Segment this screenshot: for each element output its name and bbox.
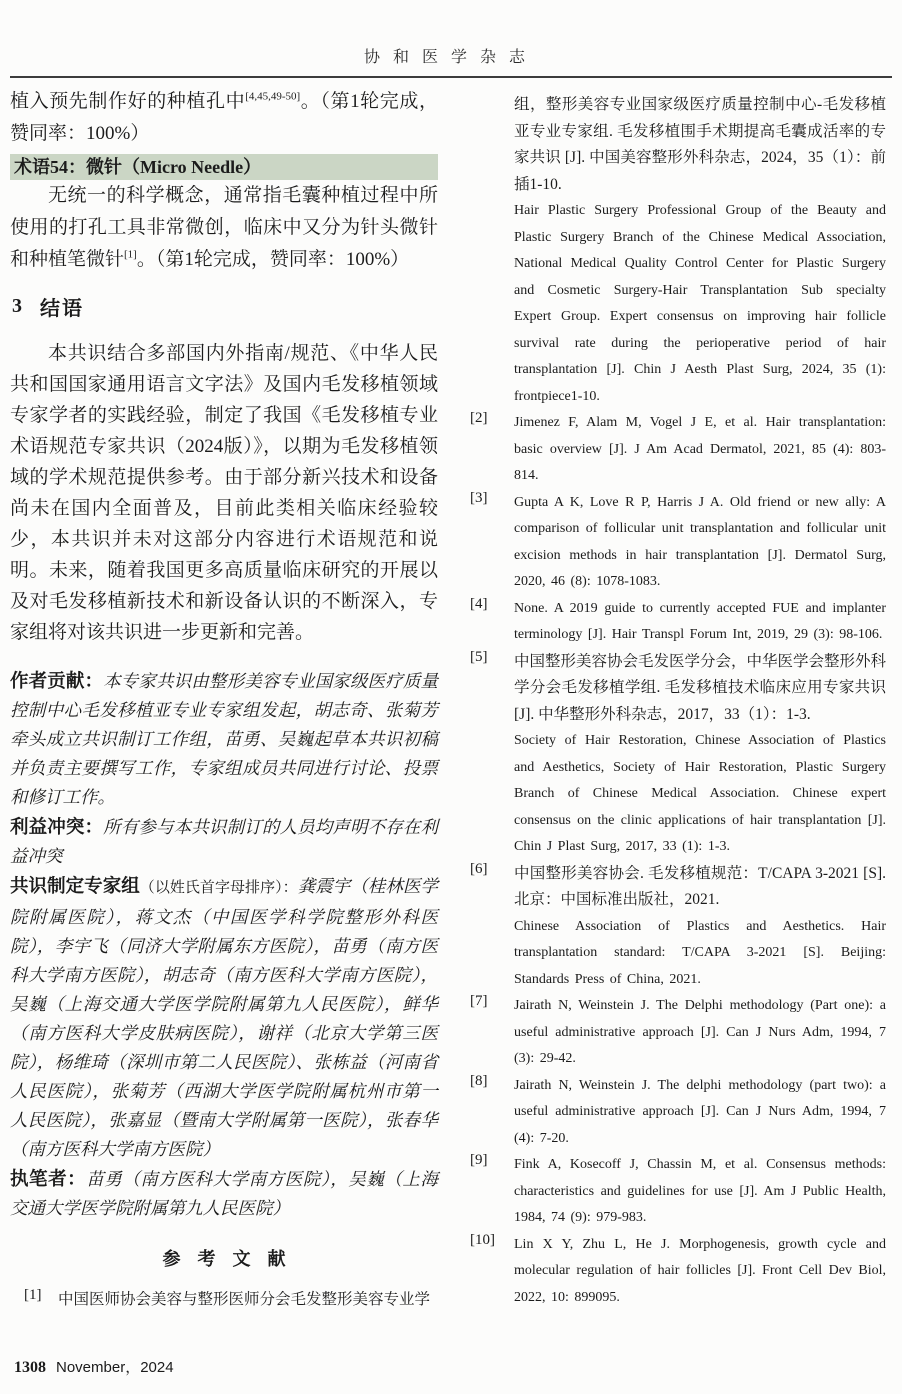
issue-date: November，2024 [56, 1359, 174, 1376]
reference-text-en: Jairath N, Weinstein J. The delphi methodology (part two): a useful administrative approach [J]. Can J Nurs Adm, 1994, 7 (4): 7-20. [514, 1077, 886, 1146]
reference-text-en: Fink A, Kosecoff J, Chassin M, et al. Consensus methods: characteristics and guidelines for use [J]. Am J Public Health, 1984, 74 (9): 979-983. [514, 1157, 886, 1225]
reference-item-5 [462, 649, 886, 861]
journal-header-title: 协和医学杂志 [363, 49, 538, 66]
reference-text-en: Lin X Y, Zhu L, He J. Morphogenesis, growth cycle and molecular regulation of hair follicles [J]. Front Cell Dev Biol, 2022, 10: 899095. [514, 1236, 886, 1305]
author-contribution-text: 本专家共识由整形美容专业国家级医疗质量控制中心毛发移植亚专业专家组发起，胡志奇、张菊芳牵头成立共识制订工作组，苗勇、吴巍起草本共识初稿并负责主要撰写工作，专家组成员共同进行讨论、投票和修订工作。 [10, 671, 438, 807]
reference-number: [8] [470, 1072, 488, 1089]
term-54-definition [10, 180, 438, 276]
reference-item-9 [462, 1152, 886, 1232]
reference-text-en: Jairath N, Weinstein J. The Delphi methodology (Part one): a useful administrative approach [J]. Can J Nurs Adm, 1994, 7 (3): 29-42. [514, 998, 886, 1066]
continued-paragraph [10, 86, 438, 150]
conflict-of-interest-note [10, 812, 438, 871]
left-column [10, 86, 438, 1314]
reference-text-zh: 组，整形美容专业国家级医疗质量控制中心-毛发移植亚专业专家组. 毛发移植围手术期提高毛囊成活率的专家共识 [J]. 中国美容整形外科杂志，2024，35（1）：前插1-10. [514, 96, 886, 193]
reference-item-8 [462, 1073, 886, 1153]
continued-paragraph-text: 植入预先制作好的种植孔中 [10, 91, 246, 112]
conflict-of-interest-label: 利益冲突： [10, 816, 104, 837]
reference-text-en: Jimenez F, Alam M, Vogel J E, et al. Hair transplantation: basic overview [J]. J Am Acad Dermatol, 2021, 85 (4): 803-814. [514, 415, 886, 483]
citation-superscript: [1] [124, 248, 137, 261]
reference-number: [2] [470, 410, 488, 426]
author-contribution-label: 作者贡献： [10, 670, 104, 691]
article-notes [10, 666, 438, 1223]
reference-item-4 [462, 596, 886, 649]
term-definition-tail: 。（第1轮完成，赞同率：100%） [136, 249, 410, 270]
conclusion-paragraph: 本共识结合多部国内外指南/规范、《中华人民共和国国家通用语言文字法》及国内毛发移植领域专家学者的实践经验，制定了我国《毛发移植专业术语规范专家共识（2024版）》，以期为毛发移植领域的学术规范提供参考。由于部分新兴技术和设备尚未在国内全面普及，目前此类相关临床经验较少，本共识并未对这部分内容进行术语规范和说明。未来，随着我国更多高质量临床研究的开展以及对毛发移植新技术和新设备认识的不断深入，专家组将对该共识进一步更新和完善。 [10, 343, 438, 643]
reference-number: [9] [470, 1152, 488, 1168]
term-definition-text: 无统一的科学概念，通常指毛囊种植过程中所使用的打孔工具非常微创，临床中又分为针头微针和种植笔微针 [10, 185, 438, 270]
reference-text-zh: 中国整形美容协会毛发医学分会，中华医学会整形外科学分会毛发移植学组. 毛发移植技术临床应用专家共识 [J]. 中华整形外科杂志，2017，33（1）：1-3. [514, 652, 887, 723]
reference-text-en: None. A 2019 guide to currently accepted FUE and implanter terminology [J]. Hair Transpl Forum Int, 2019, 29 (3): 98-106. [514, 600, 886, 642]
reference-text-en: Hair Plastic Surgery Professional Group of the Beauty and Plastic Surgery Branch of the Chinese Medical Association, National Medical Quality Control Center for Plastic Surgery and Cosmetic Surgery-Hair Transplantation Sub specialty Expert Group. Expert consensus on improving hair follicle survival rate during the perioperative period of hair transplantation [J]. Chin J Aesth Plast Surg, 2024, 35 (1): frontpiece1-10. [514, 203, 886, 404]
reference-item-6 [462, 861, 886, 994]
expert-group-label: 共识制定专家组 [10, 875, 140, 896]
reference-item-1-start [10, 1287, 438, 1314]
reference-item-10 [462, 1232, 886, 1312]
writers-text: 苗勇（南方医科大学南方医院），吴巍（上海交通大学医学院附属第九人民医院） [10, 1169, 438, 1218]
reference-text-en: Gupta A K, Love R P, Harris J A. Old friend or new ally: A comparison of follicular unit transplantation and follicular unit excision methods in hair transplantation [J]. Dermatol Surg, 2020, 46 (8): 1078-1083. [514, 494, 886, 589]
reference-number: [4] [470, 595, 488, 612]
reference-item-3 [462, 490, 886, 596]
writers-note [10, 1164, 438, 1223]
reference-number: [3] [470, 489, 488, 506]
page-footer [14, 1356, 174, 1377]
author-contribution-note [10, 666, 438, 812]
expert-group-sublabel: （以姓氏首字母排序）： [139, 880, 298, 896]
header-rule [10, 76, 892, 78]
conflict-of-interest-text: 所有参与本共识制订的人员均声明不存在利益冲突 [10, 817, 438, 866]
expert-group-note [10, 871, 438, 1164]
reference-number: [6] [470, 860, 488, 877]
section-number: 3 [12, 294, 22, 317]
expert-group-text: 龚震宇（桂林医学院附属医院），蒋文杰（中国医学科学院整形外科医院），李宇飞（同济大学附属东方医院），苗勇（南方医科大学南方医院），胡志奇（南方医科大学南方医院），吴巍（上海交通大学医学院附属第九人民医院），鲜华（南方医科大学皮肤病医院），谢祥（北京大学第三医院），杨维琦（深圳市第二人民医院）、张栋益（河南省人民医院），张菊芳（西湖大学医学院附属杭州市第一人民医院），张嘉显（暨南大学附属第一医院），张春华（南方医科大学南方医院） [10, 876, 438, 1159]
reference-text-en: Society of Hair Restoration, Chinese Association of Plastics and Aesthetics, Society of Hair Restoration, Plastic Surgery Branch of Chinese Medical Association. Chinese expert consensus on the clinic applications of hair transplantation [J]. Chin J Plast Surg, 2017, 33 (1): 1-3. [514, 733, 886, 854]
reference-number: [1] [24, 1287, 42, 1303]
reference-number: [7] [470, 993, 488, 1009]
reference-text-zh: 中国医师协会美容与整形医师分会毛发整形美容专业学 [58, 1291, 431, 1308]
section-heading-conclusion [12, 292, 438, 320]
reference-text-zh: 中国整形美容协会. 毛发移植规范：T/CAPA 3-2021 [S]. 北京：中国标准出版社，2021. [514, 864, 886, 908]
reference-item-1-continuation [462, 92, 886, 410]
citation-superscript: [4,45,49-50] [245, 90, 301, 103]
reference-item-7 [462, 993, 886, 1073]
continued-paragraph-tail: 。（第1轮完成，赞同率：100%） [10, 91, 438, 144]
writers-label: 执笔者： [10, 1168, 87, 1189]
right-column [462, 92, 886, 1311]
section-title: 结语 [40, 297, 84, 320]
reference-number: [10] [470, 1231, 495, 1248]
reference-item-2 [462, 410, 886, 490]
references-heading: 参考文献 [162, 1249, 303, 1269]
term-54-heading: 术语54：微针（Micro Needle） [10, 154, 438, 180]
page-number: 1308 [14, 1359, 46, 1376]
reference-number: [5] [470, 648, 488, 665]
reference-text-en: Chinese Association of Plastics and Aesthetics. Hair transplantation standard: T/CAPA 3-2021 [S]. Beijing: Standards Press of China, 2021. [514, 918, 886, 987]
